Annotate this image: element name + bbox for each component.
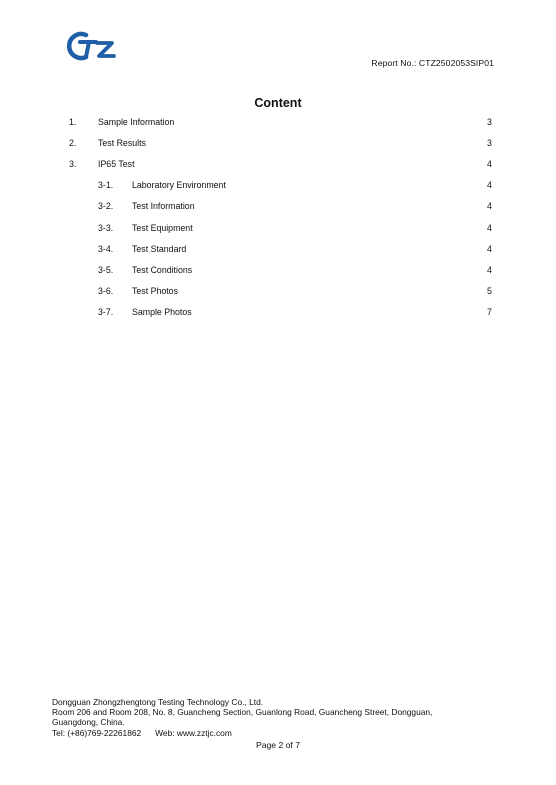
toc-entry-page: 4 — [487, 243, 492, 254]
footer-web: Web: www.zztjc.com — [155, 727, 232, 738]
toc-entry-number: 3-7. — [98, 306, 114, 317]
toc-entry-number: 3-4. — [98, 243, 114, 254]
toc-entry-page: 4 — [487, 201, 492, 212]
toc-entry-label: Test Photos — [132, 285, 178, 296]
page-title: Content — [254, 96, 302, 110]
toc-entry-label: IP65 Test — [98, 159, 135, 170]
footer-address-line-2: Guangdong, China. — [52, 717, 125, 728]
toc-entry-label: Sample Information — [98, 117, 175, 127]
toc-entry[interactable] — [0, 138, 556, 150]
toc-entry-number: 1. — [69, 117, 77, 127]
footer-address-line-1: Room 206 and Room 208, No. 8, Guancheng Section, Guanlong Road, Guancheng Street, Dongguan, — [52, 707, 433, 718]
toc-entry[interactable] — [0, 117, 556, 129]
toc-entry-page: 7 — [487, 306, 492, 317]
footer — [52, 697, 502, 738]
toc-entry-label: Test Information — [132, 201, 195, 212]
toc-entry-page: 5 — [487, 285, 492, 296]
company-logo — [66, 30, 118, 62]
toc-entry-page: 4 — [487, 264, 492, 275]
toc-entry[interactable] — [0, 286, 556, 298]
toc-entry-label: Test Results — [98, 138, 146, 149]
toc-entry-label: Sample Photos — [132, 306, 192, 317]
toc-entry-number: 3-3. — [98, 222, 114, 233]
report-number: Report No.: CTZ2502053SIP01 — [371, 58, 494, 68]
toc-entry[interactable] — [0, 180, 556, 192]
toc-entry-label: Test Standard — [132, 243, 187, 254]
toc-entry[interactable] — [0, 223, 556, 235]
toc-entry[interactable] — [0, 159, 556, 171]
footer-company: Dongguan Zhongzhengtong Testing Technology Co., Ltd. — [52, 697, 264, 707]
toc-entry-page: 4 — [487, 159, 492, 170]
toc-entry[interactable] — [0, 265, 556, 277]
toc-entry-page: 4 — [487, 180, 492, 191]
toc-entry-number: 3-1. — [98, 180, 114, 191]
toc-entry-number: 3. — [69, 159, 77, 170]
toc-entry[interactable] — [0, 244, 556, 256]
page-number: Page 2 of 7 — [256, 740, 300, 750]
footer-contact — [52, 728, 502, 738]
toc-entry-label: Test Conditions — [132, 264, 193, 275]
toc-entry-number: 3-5. — [98, 264, 114, 275]
toc-entry[interactable] — [0, 201, 556, 213]
toc-entry-page: 4 — [487, 222, 492, 233]
footer-tel: Tel: (+86)769-22261862 — [52, 727, 142, 738]
toc-entry-number: 2. — [69, 138, 77, 149]
toc-entry-label: Test Equipment — [132, 222, 193, 233]
toc-entry-page: 3 — [487, 138, 492, 149]
toc-entry[interactable] — [0, 307, 556, 319]
toc-entry-page: 3 — [487, 117, 492, 127]
toc-entry-label: Laboratory Environment — [132, 180, 226, 191]
toc-entry-number: 3-2. — [98, 201, 114, 212]
toc-entry-number: 3-6. — [98, 285, 114, 296]
